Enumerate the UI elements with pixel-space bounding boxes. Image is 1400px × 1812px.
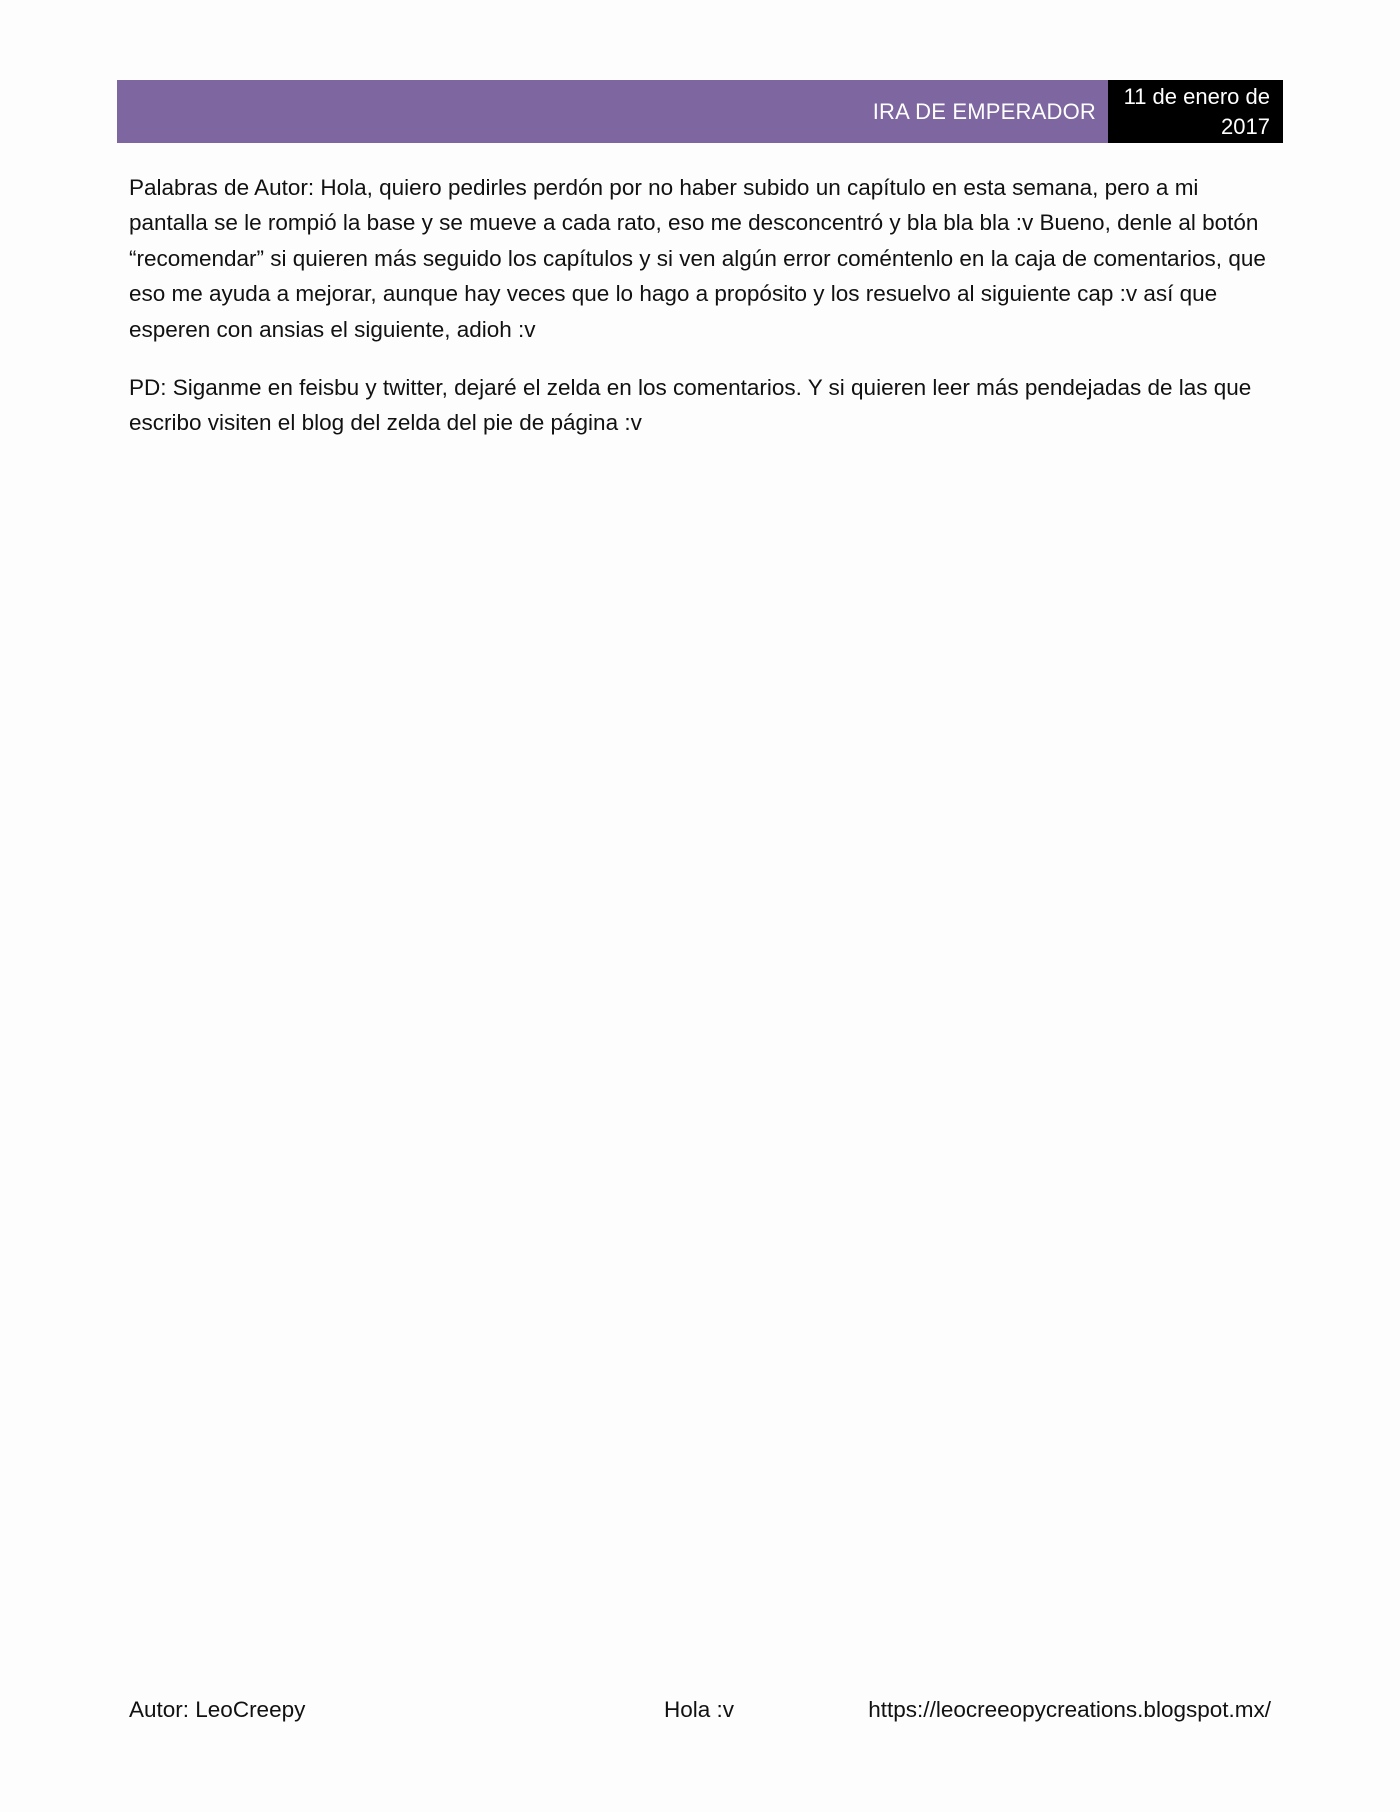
page-footer bbox=[129, 1697, 1271, 1733]
page-header bbox=[117, 80, 1283, 143]
footer-author: Autor: LeoCreepy bbox=[129, 1697, 306, 1722]
document-title: IRA DE EMPERADOR bbox=[117, 80, 1108, 143]
author-note-paragraph: Palabras de Autor: Hola, quiero pedirles perdón por no haber subido un capítulo en esta semana, pero a mi pantalla se le rompió la base y se mueve a cada rato, eso me desconcentró y bla bla bla :v Bueno, denle al botón “recomendar” si quieren más seguido los capítulos y si ven algún error coméntenlo en la caja de comentarios, que eso me ayuda a mejorar, aunque hay veces que lo hago a propósito y los resuelvo al siguiente cap :v así que esperen con ansias el siguiente, adioh :v bbox=[129, 175, 1266, 342]
document-date: 11 de enero de 2017 bbox=[1108, 80, 1283, 143]
postscript-paragraph: PD: Siganme en feisbu y twitter, dejaré el zelda en los comentarios. Y si quieren leer más pendejadas de las que escribo visiten el blog del zelda del pie de página :v bbox=[129, 375, 1252, 436]
document-body bbox=[129, 170, 1279, 464]
footer-blog-link[interactable]: https://leocreeopycreations.blogspot.mx/ bbox=[868, 1697, 1271, 1722]
footer-center-text: Hola :v bbox=[664, 1697, 735, 1722]
